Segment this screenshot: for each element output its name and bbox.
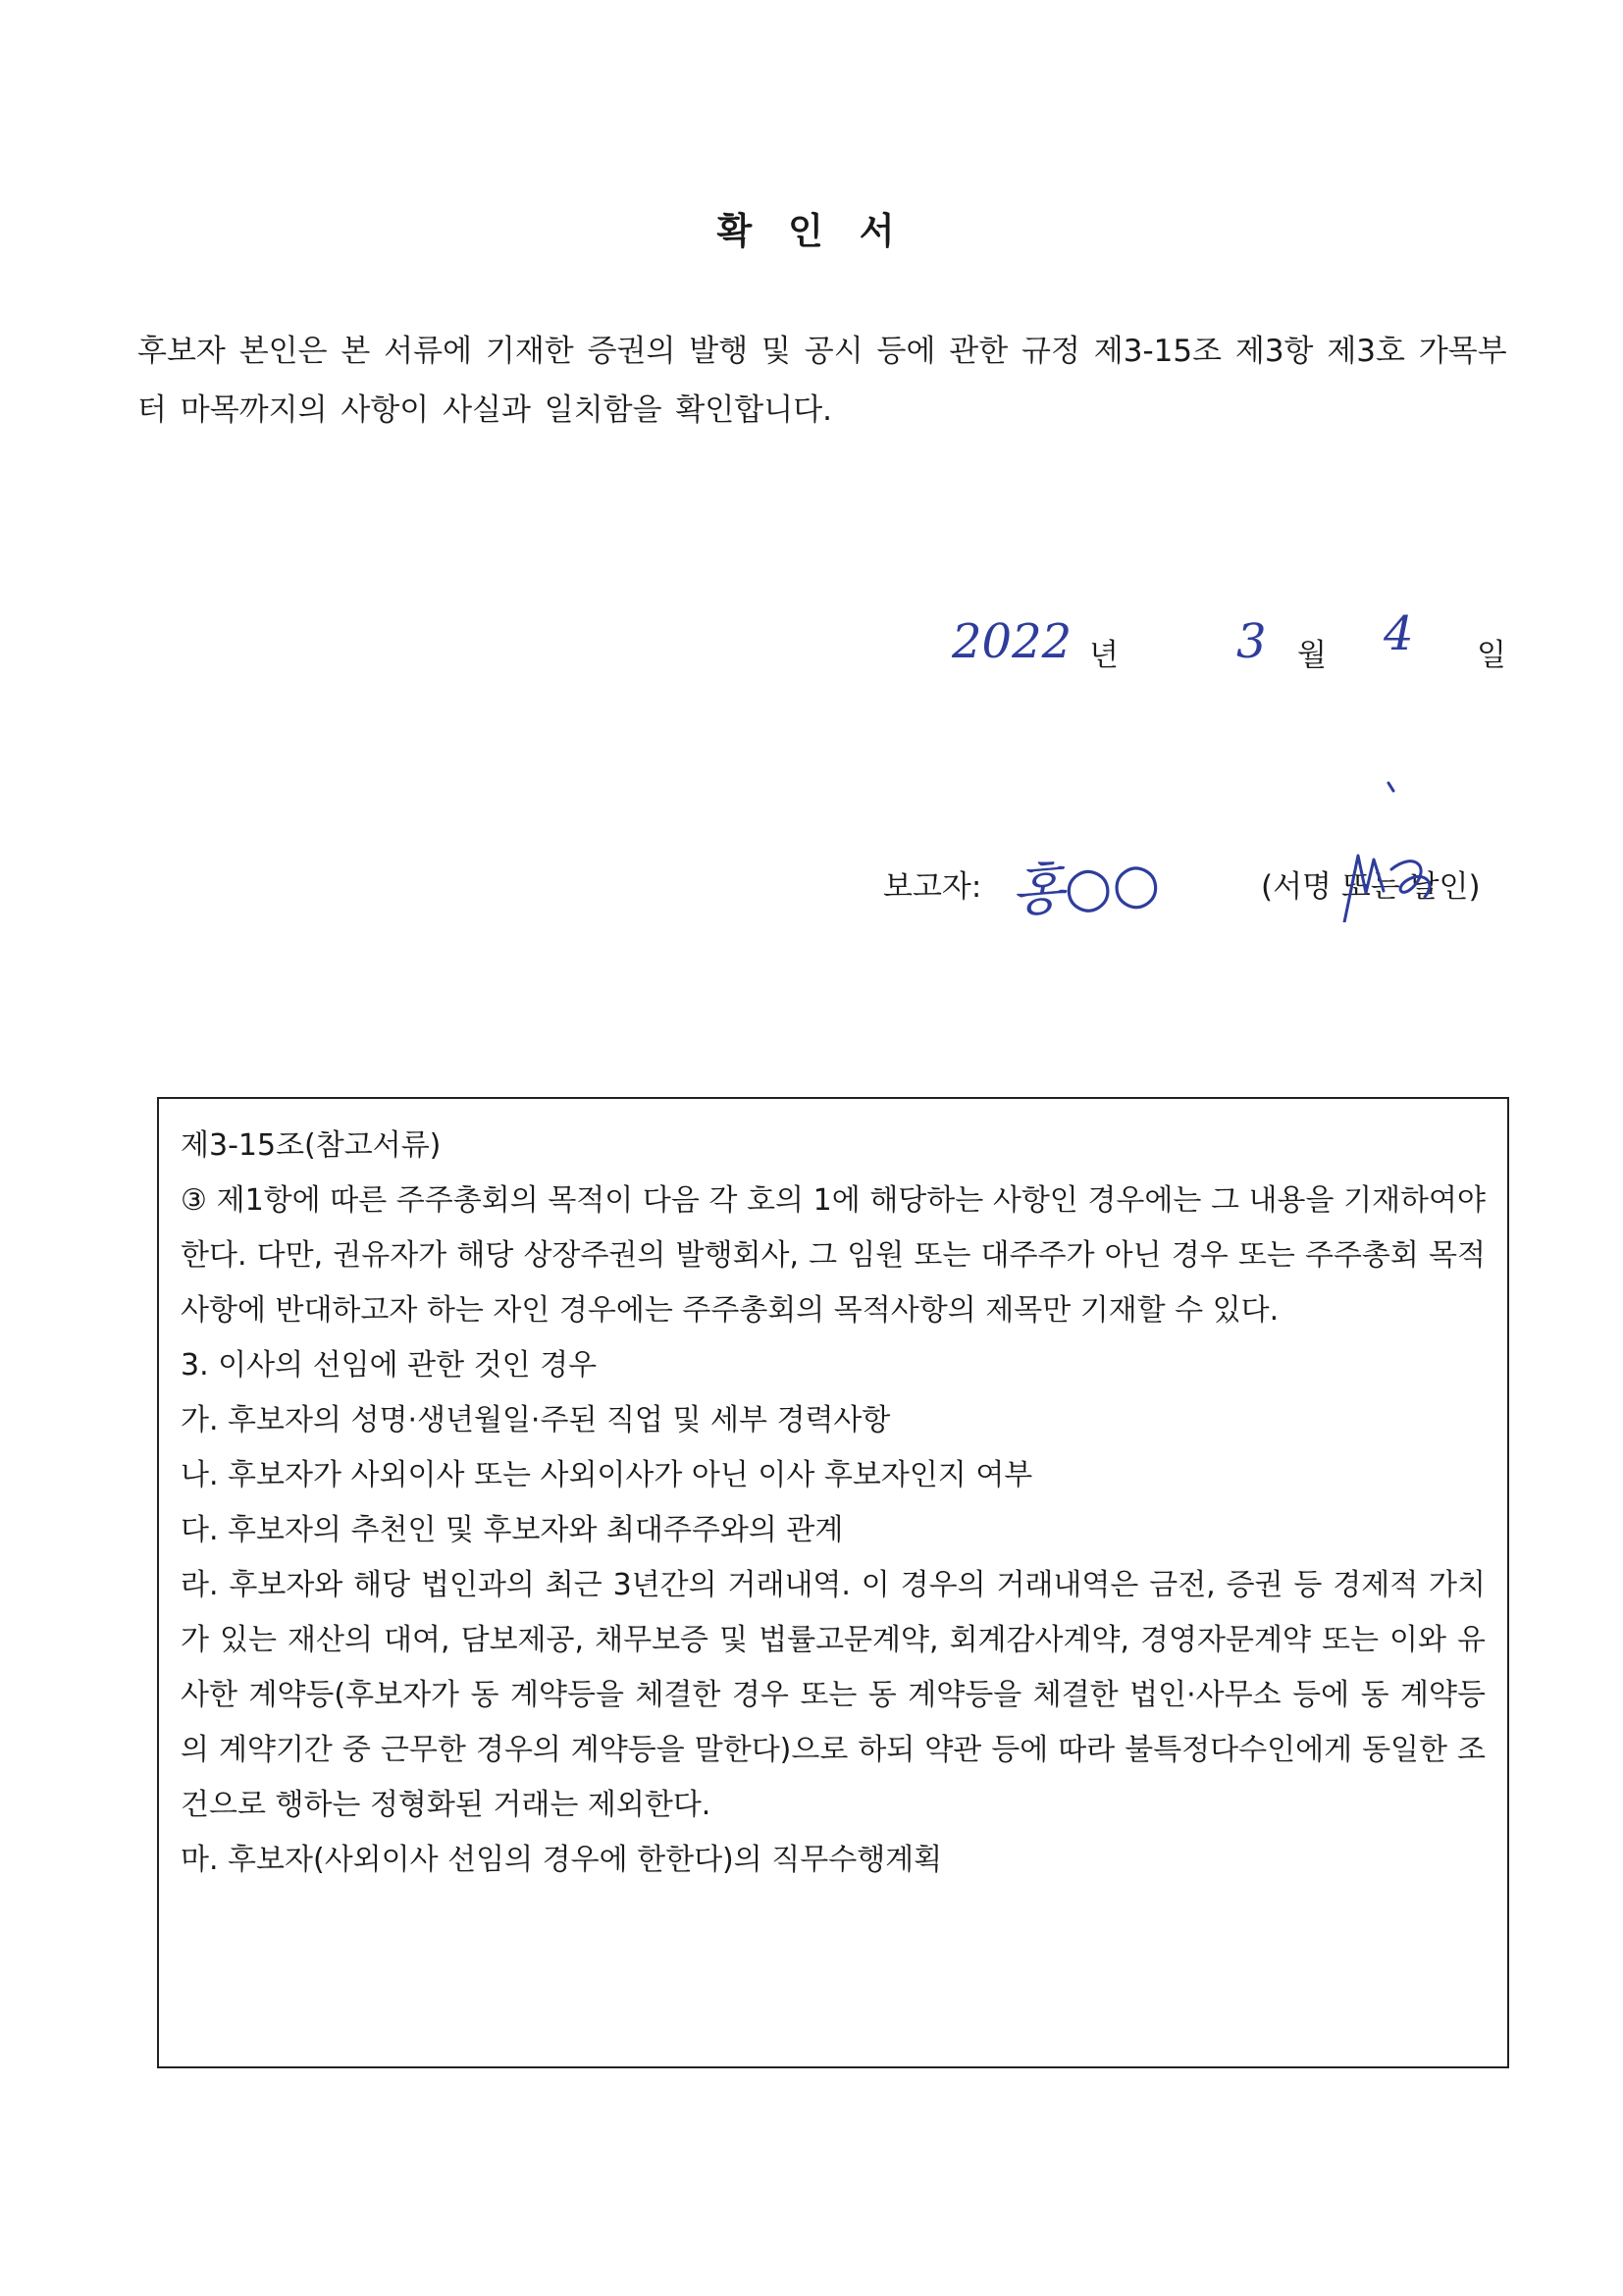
reference-item: 마. 후보자(사외이사 선임의 경우에 한한다)의 직무수행계획 — [181, 1843, 943, 1877]
handwritten-year: 2022 — [952, 614, 1073, 669]
reference-item: 가. 후보자의 성명·생년월일·주된 직업 및 세부 경력사항 — [181, 1403, 891, 1437]
handwritten-signature-mark — [1315, 775, 1462, 922]
reference-item: 다. 후보자의 추천인 및 후보자와 최대주주와의 관계 — [181, 1513, 844, 1547]
year-unit: 년 — [1089, 638, 1119, 673]
reference-heading: 제3-15조(참고서류) — [181, 1128, 442, 1163]
handwritten-month: 3 — [1236, 614, 1267, 669]
reference-paragraph: ③ 제1항에 따른 주주총회의 목적이 다음 각 호의 1에 해당하는 사항인 경우에는 그 내용을 기재하여야 한다. 다만, 권유자가 해당 상장주권의 발행회사, 그 임원 또는 대주주가 아닌 경우 또는 주주총회 목적사항에 반대하고자 하는 자인 경우에는 주주총회의 목적사항의 제목만 기재할 수 있다. — [181, 1183, 1486, 1328]
handwritten-signature-name: 홍○○ — [1009, 850, 1163, 925]
reference-items — [181, 1338, 1486, 1888]
month-unit: 월 — [1297, 638, 1327, 673]
sign-note: (서명 또는 날인) — [1261, 869, 1481, 905]
day-unit: 일 — [1477, 638, 1506, 673]
reference-regulation-box — [157, 1097, 1509, 2068]
confirmation-statement: 후보자 본인은 본 서류에 기재한 증권의 발행 및 공시 등에 관한 규정 제3-15조 제3항 제3호 가목부터 마목까지의 사항이 사실과 일치함을 확인합니다. — [137, 334, 1507, 428]
date-row — [952, 606, 1511, 687]
handwritten-day: 4 — [1384, 606, 1414, 661]
reporter-row — [883, 844, 1511, 962]
reference-item: 3. 이사의 선임에 관한 것인 경우 — [181, 1348, 598, 1383]
reference-item: 라. 후보자와 해당 법인과의 최근 3년간의 거래내역. 이 경우의 거래내역은 금전, 증권 등 경제적 가치가 있는 재산의 대여, 담보제공, 채무보증 및 법률고문계약, 회계감사계약, 경영자문계약 또는 이와 유사한 계약등(후보자가 동 계약등을 체결한 경우 또는 동 계약등을 체결한 법인·사무소 등에 동 계약등의 계약기간 중 근무한 경우의 계약등을 말한다)으로 하되 약관 등에 따라 불특정다수인에게 동일한 조건으로 행하는 정형화된 거래는 제외한다. — [181, 1568, 1486, 1822]
reporter-label: 보고자: — [883, 869, 982, 905]
reference-item: 나. 후보자가 사외이사 또는 사외이사가 아닌 이사 후보자인지 여부 — [181, 1458, 1033, 1492]
page-title: 확 인 서 — [716, 210, 907, 252]
